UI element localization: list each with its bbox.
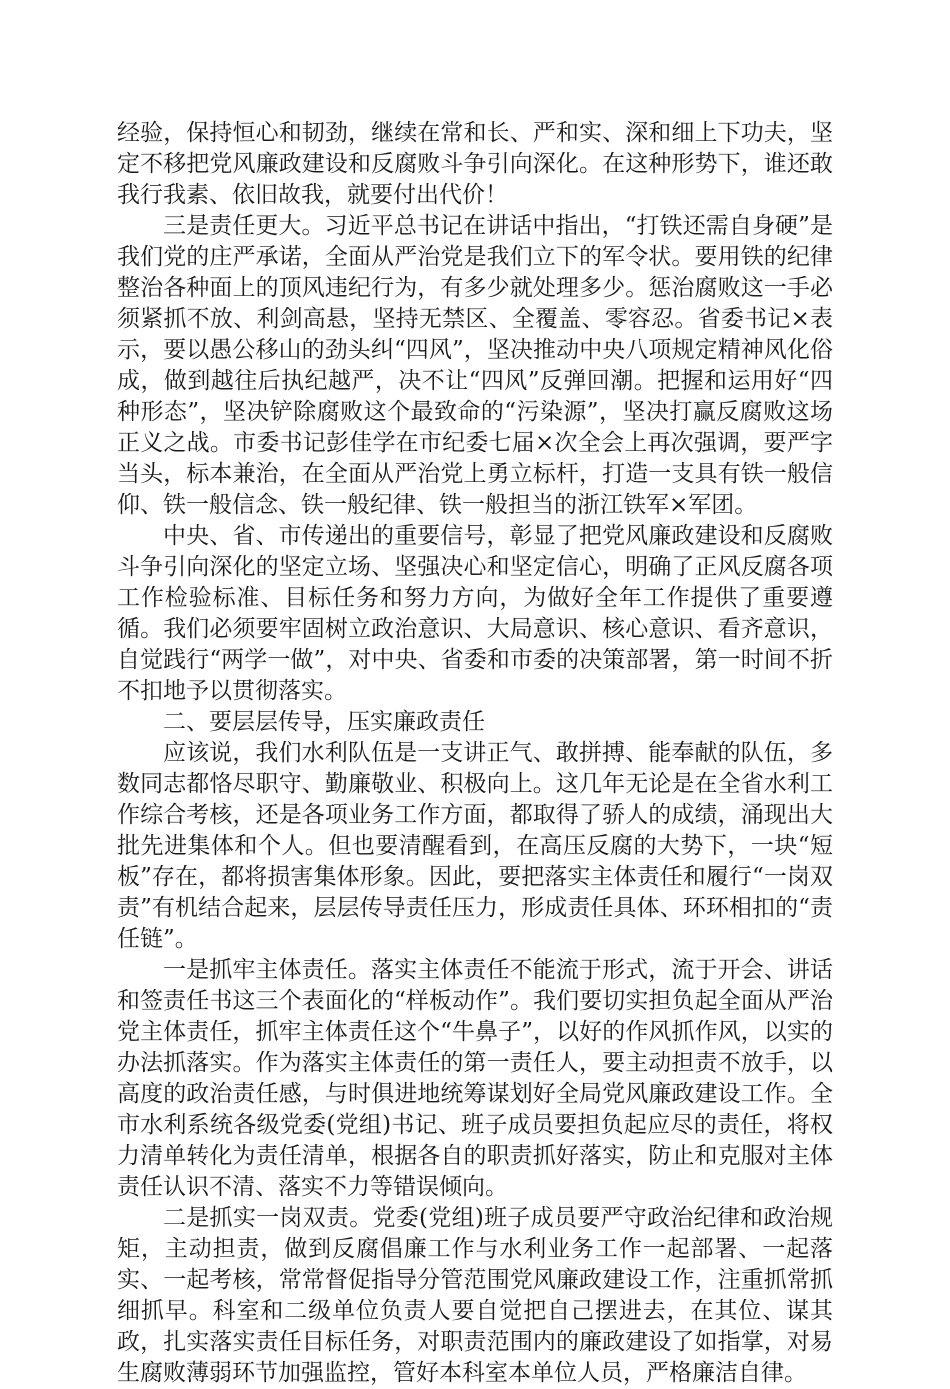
paragraph-water-team: 应该说，我们水利队伍是一支讲正气、敢拼搏、能奉献的队伍，多数同志都恪尽职守、勤廉敬业、积极向上。这几年无论是在全省水利工作综合考核，还是各项业务工作方面，都取得了骄人的成绩，涌现出大批先进集体和个人。但也要清醒看到，在高压反腐的大势下，一块“短板”存在，都将损害集体形象。因此，要把落实主体责任和履行“一岗双责”有机结合起来，层层传导责任压力，形成责任具体、环环相扣的“责任链”。	[117, 740, 833, 952]
paragraph-dual-duty: 二是抓实一岗双责。党委(党组)班子成员要严守政治纪律和政治规矩，主动担责，做到反腐倡廉工作与水利业务工作一起部署、一起落实、一起考核，常常督促指导分管范围党风廉政建设工作，注重抓常抓细抓早。科室和二级单位负责人要自觉把自己摆进去，在其位、谋其政，扎实落实责任目标任务，对职责范围内的廉政建设了如指掌，对易生腐败薄弱环节加强监控，管好本科室本单位人员，严格廉洁自律。	[117, 1205, 833, 1386]
paragraph-continued: 经验，保持恒心和韧劲，继续在常和长、严和实、深和细上下功夫，坚定不移把党风廉政建设和反腐败斗争引向深化。在这种形势下，谁还敢我行我素、依旧故我，就要付出代价！	[117, 120, 833, 208]
paragraph-responsibility-greater: 三是责任更大。习近平总书记在讲话中指出，“打铁还需自身硬”是我们党的庄严承诺，全面从严治党是我们立下的军令状。要用铁的纪律整治各种面上的顶风违纪行为，有多少就处理多少。惩治腐败这一手必须紧抓不放、利剑高悬，坚持无禁区、全覆盖、零容忍。省委书记×表示，要以愚公移山的劲头纠“四风”，坚决推动中央八项规定精神风化俗成，做到越往后执纪越严，决不让“四风”反弹回潮。把握和运用好“四种形态”，坚决铲除腐败这个最致命的“污染源”，坚决打赢反腐败这场正义之战。市委书记彭佳学在市纪委七届×次全会上再次强调，要严字当头，标本兼治，在全面从严治党上勇立标杆，打造一支具有铁一般信仰、铁一般信念、铁一般纪律、铁一般担当的浙江铁军×军团。	[117, 213, 833, 518]
document-page	[117, 118, 833, 1389]
section-heading: 二、要层层传导，压实廉政责任	[163, 709, 485, 735]
paragraph-important-signals: 中央、省、市传递出的重要信号，彰显了把党风廉政建设和反腐败斗争引向深化的坚定立场、坚强决心和坚定信心，明确了正风反腐各项工作检验标准、目标任务和努力方向，为做好全年工作提供了重要遵循。我们必须要牢固树立政治意识、大局意识、核心意识、看齐意识，自觉践行“两学一做”，对中央、省委和市委的决策部署，第一时间不折不扣地予以贯彻落实。	[117, 523, 833, 704]
paragraph-main-responsibility: 一是抓牢主体责任。落实主体责任不能流于形式，流于开会、讲话和签责任书这三个表面化的“样板动作”。我们要切实担负起全面从严治党主体责任，抓牢主体责任这个“牛鼻子”，以好的作风抓作风，以实的办法抓落实。作为落实主体责任的第一责任人，要主动担责不放手，以高度的政治责任感，与时俱进地统筹谋划好全局党风廉政建设工作。全市水利系统各级党委(党组)书记、班子成员要担负起应尽的责任，将权力清单转化为责任清单，根据各自的职责抓好落实，防止和克服对主体责任认识不清、落实不力等错误倾向。	[117, 957, 833, 1200]
